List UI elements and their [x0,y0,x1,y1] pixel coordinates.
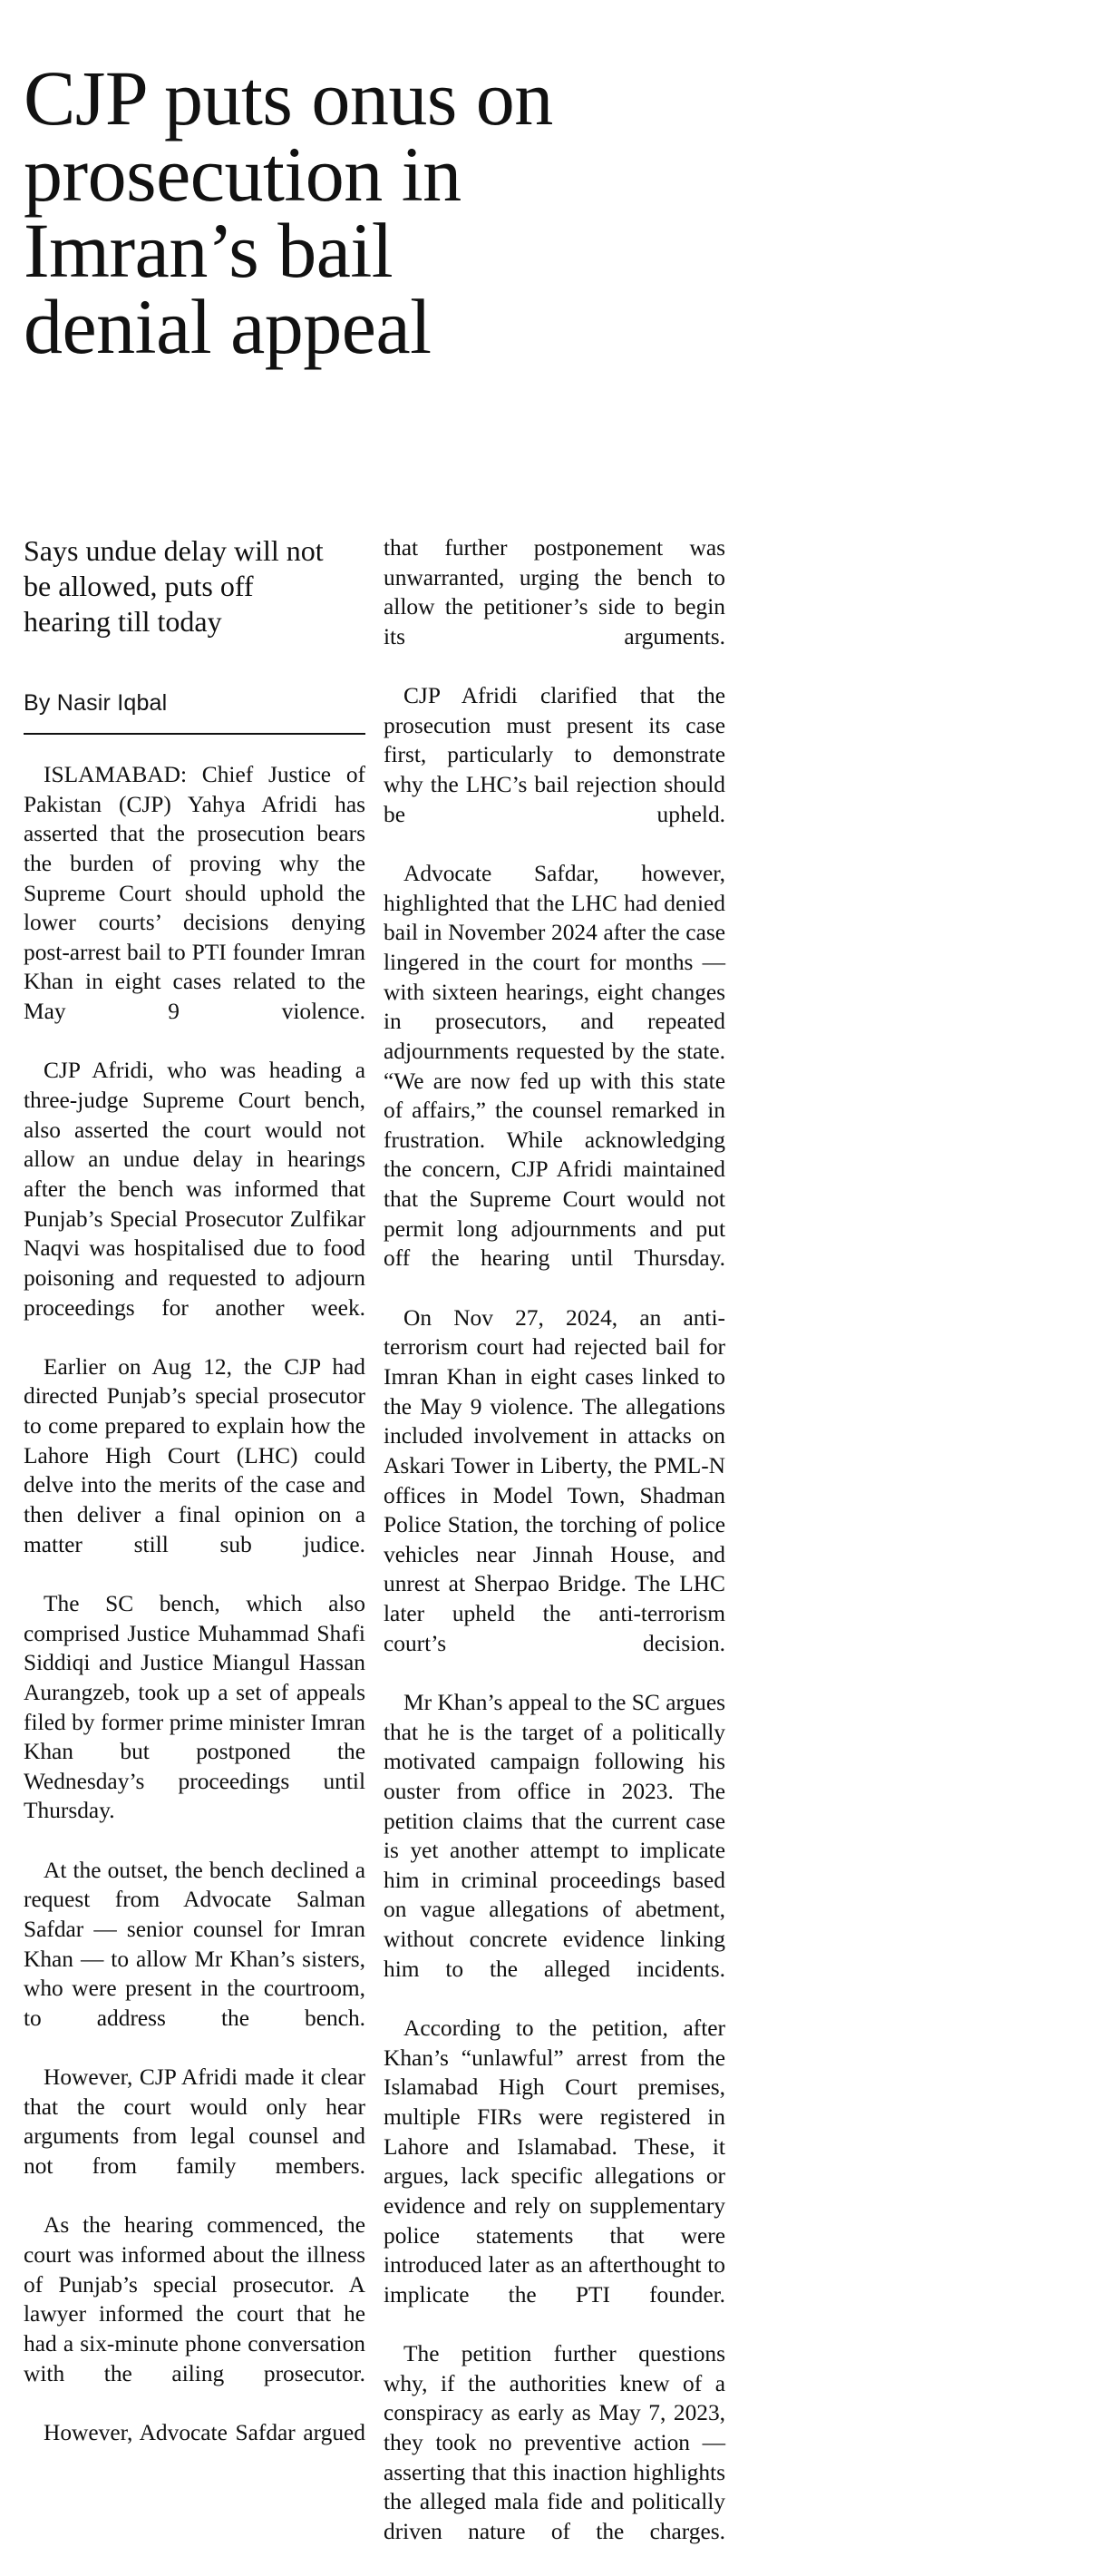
paragraph: Advocate Safdar, however, highlighted that the LHC had denied bail in November 2024 after the case lingered in the court for months — with sixteen hearings, eight changes in prosecutors, and repeated adjournments requested by the state. “We are now fed up with this state of affairs,” the counsel remarked in frustration. While acknowledging the concern, CJP Afridi maintained that the Supreme Court would not permit long adjournments and put off the hearing until Thursday. [384,861,725,1272]
subheading-line-1: Says undue delay will not [24,534,324,567]
subheading-line-3: hearing till today [24,605,222,639]
headline-line-1: CJP puts onus on [24,54,553,141]
paragraph: Earlier on Aug 12, the CJP had directed Punjab’s special prosecutor to come prepared to explain how the Lahore High Court (LHC) could delve into the merits of the case and then deliver a final opinion on a matter still sub judice. [24,1353,365,1557]
paragraph: ISLAMABAD: Chief Justice of Pakistan (CJP) Yahya Afridi has asserted that the prosecution bears the burden of proving why the Supreme Court should uphold the lower courts’ decisions denying post-arrest bail to PTI founder Imran Khan in eight cases related to the May 9 violence. [24,762,365,1025]
paragraph: As the hearing commenced, the court was informed about the illness of Punjab’s special prosecutor. A lawyer informed the court that he had a six-minute phone conversation with the ailing prosecutor. [24,2212,365,2386]
page-title [24,54,731,371]
byline-divider [24,733,365,735]
subheading-line-2: be allowed, puts off [24,570,254,603]
paragraph: On Nov 27, 2024, an anti-terrorism court had rejected bail for Imran Khan in eight cases linked to the May 9 violence. The allegations included involvement in attacks on Askari Tower in Liberty, the PML-N offices in Model Town, Shadman Police Station, the torching of police vehicles near Jinnah House, and unrest at Sherpao Bridge. The LHC later upheld the anti-terrorism court’s decision. [384,1304,725,1656]
paragraph: CJP Afridi, who was heading a three-judge Supreme Court bench, also asserted the court would not allow an undue delay in hearings after the bench was informed that Punjab’s Special Prosecutor Zulfikar Naqvi was hospitalised due to food poisoning and requested to adjourn proceedings for another week. [24,1058,365,1321]
article-byline: By Nasir Iqbal [24,690,168,716]
paragraph: However, Advocate Safdar argued [44,2419,365,2445]
paragraph: that further postponement was unwarranted, urging the bench to allow the petitioner’s side to begin its arguments. [384,535,725,649]
body-column-left [24,760,365,2477]
paragraph: The SC bench, which also comprised Justice Muhammad Shafi Siddiqi and Justice Miangul Hassan Aurangzeb, took up a set of appeals filed by former prime minister Imran Khan but postponed the Wednesday’s proceedings until Thursday. [24,1590,365,1824]
paragraph: Mr Khan’s appeal to the SC argues that he is the target of a politically motivated campaign following his ouster from office in 2023. The petition claims that the current case is yet another attempt to implicate him in criminal proceedings based on vague allegations of abetment, without concrete evidence linking him to the alleged incidents. [384,1689,725,1982]
paragraph: According to the petition, after Khan’s “unlawful” arrest from the Islamabad High Court premises, multiple FIRs were registered in Lahore and Islamabad. These, it argues, lack specific allegations or evidence and rely on supplementary police statements that were introduced later as an afterthought to implicate the PTI founder. [384,2015,725,2308]
paragraph: CJP Afridi clarified that the prosecution must present its case first, particularly to demonstrate why the LHC’s bail rejection should be upheld. [384,683,725,827]
article-subheading [24,533,386,639]
paragraph: At the outset, the bench declined a request from Advocate Salman Safdar — senior counsel for Imran Khan — to allow Mr Khan’s sisters, who were present in the courtroom, to address the bench. [24,1857,365,2031]
body-column-right [384,533,725,2576]
paragraph: However, CJP Afridi made it clear that the court would only hear arguments from legal counsel and not from family members. [24,2064,365,2180]
headline-line-3: Imran’s bail [24,207,394,295]
headline-line-2: prosecution in [24,130,462,218]
headline-line-4: denial appeal [24,283,432,371]
paragraph: The petition further questions why, if the authorities knew of a conspiracy as early as May 7, 2023, they took no preventive action — asserting that this inaction highlights the alleged mala fide and politically driven nature of the charges. [384,2341,725,2544]
